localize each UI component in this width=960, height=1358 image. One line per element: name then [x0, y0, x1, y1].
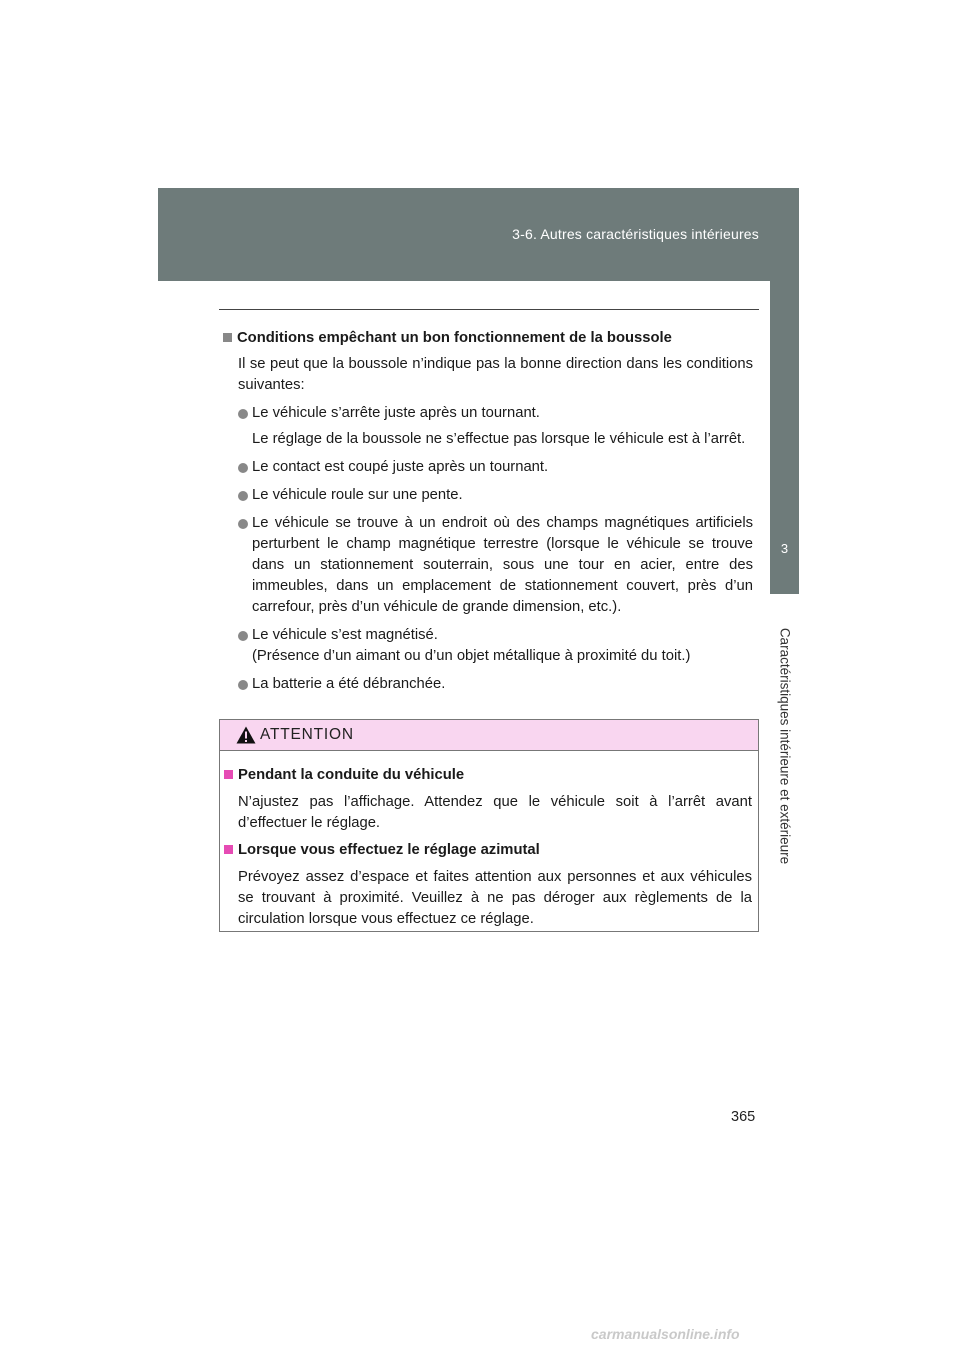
pink-square-bullet-icon	[224, 845, 233, 854]
attention-title: ATTENTION	[260, 726, 354, 743]
circle-bullet-icon	[238, 519, 248, 529]
warning-triangle-icon	[236, 726, 256, 744]
attention-item-text: N’ajustez pas l’affichage. Attendez que le véhicule soit à l’arrêt avant d’effectuer le réglage.	[238, 794, 752, 831]
list-item-text: La batterie a été débranchée.	[252, 676, 446, 692]
list-item	[238, 625, 753, 646]
list-item-text: Le véhicule se trouve à un endroit où des champs magnétiques artificiels perturbent le champ magnétique terrestre (lorsque le véhicule se trouve dans un stationnement souterrain, sous une tour en acier, entre des immeubles, dans un emplacement de stationnement couvert, près d’un carrefour, près d’un véhicule de grande dimension, etc.).	[252, 515, 753, 615]
list-item-text: Le véhicule s’est magnétisé.	[252, 627, 438, 643]
attention-item-heading	[224, 840, 752, 861]
intro-paragraph: Il se peut que la boussole n’indique pas la bonne direction dans les conditions suivantes:	[238, 356, 753, 393]
section-header-band	[158, 188, 799, 281]
watermark: carmanualsonline.info	[591, 1326, 740, 1342]
list-item	[238, 513, 753, 618]
section-heading	[223, 328, 753, 349]
circle-bullet-icon	[238, 491, 248, 501]
attention-item-heading-text: Lorsque vous effectuez le réglage azimutal	[238, 842, 540, 858]
chapter-label-container	[770, 598, 799, 894]
list-item	[238, 457, 753, 478]
list-item	[238, 674, 753, 695]
chapter-label: Caractéristiques intérieure et extérieure	[777, 627, 792, 865]
list-item	[238, 403, 753, 424]
circle-bullet-icon	[238, 680, 248, 690]
chapter-number: 3	[780, 541, 789, 556]
circle-bullet-icon	[238, 463, 248, 473]
square-bullet-icon	[223, 333, 232, 342]
attention-item-text: Prévoyez assez d’espace et faites attention aux personnes et aux véhicules se trouvant à proximité. Veuillez à ne pas déroger aux règlements de la circulation lorsque vous effectuez ce réglage.	[238, 869, 752, 927]
list-item-note: (Présence d’un aimant ou d’un objet métallique à proximité du toit.)	[252, 648, 691, 664]
attention-header	[220, 720, 758, 751]
chapter-tab	[770, 281, 799, 594]
page-number: 365	[731, 1109, 756, 1125]
attention-box	[219, 719, 759, 932]
section-heading-text: Conditions empêchant un bon fonctionnement de la boussole	[237, 330, 672, 346]
pink-square-bullet-icon	[224, 770, 233, 779]
list-item	[238, 485, 753, 506]
list-item-text: Le véhicule roule sur une pente.	[252, 487, 463, 503]
attention-body	[220, 751, 758, 930]
list-item-text: Le contact est coupé juste après un tournant.	[252, 459, 549, 475]
attention-item-heading-text: Pendant la conduite du véhicule	[238, 767, 465, 783]
circle-bullet-icon	[238, 631, 248, 641]
list-item-note: Le réglage de la boussole ne s’effectue pas lorsque le véhicule est à l’arrêt.	[252, 431, 746, 447]
main-content	[223, 328, 753, 695]
section-title: 3-6. Autres caractéristiques intérieures	[512, 226, 759, 242]
attention-item-heading	[224, 765, 752, 786]
list-item-text: Le véhicule s’arrête juste après un tournant.	[252, 405, 540, 421]
top-divider	[219, 309, 759, 310]
circle-bullet-icon	[238, 409, 248, 419]
